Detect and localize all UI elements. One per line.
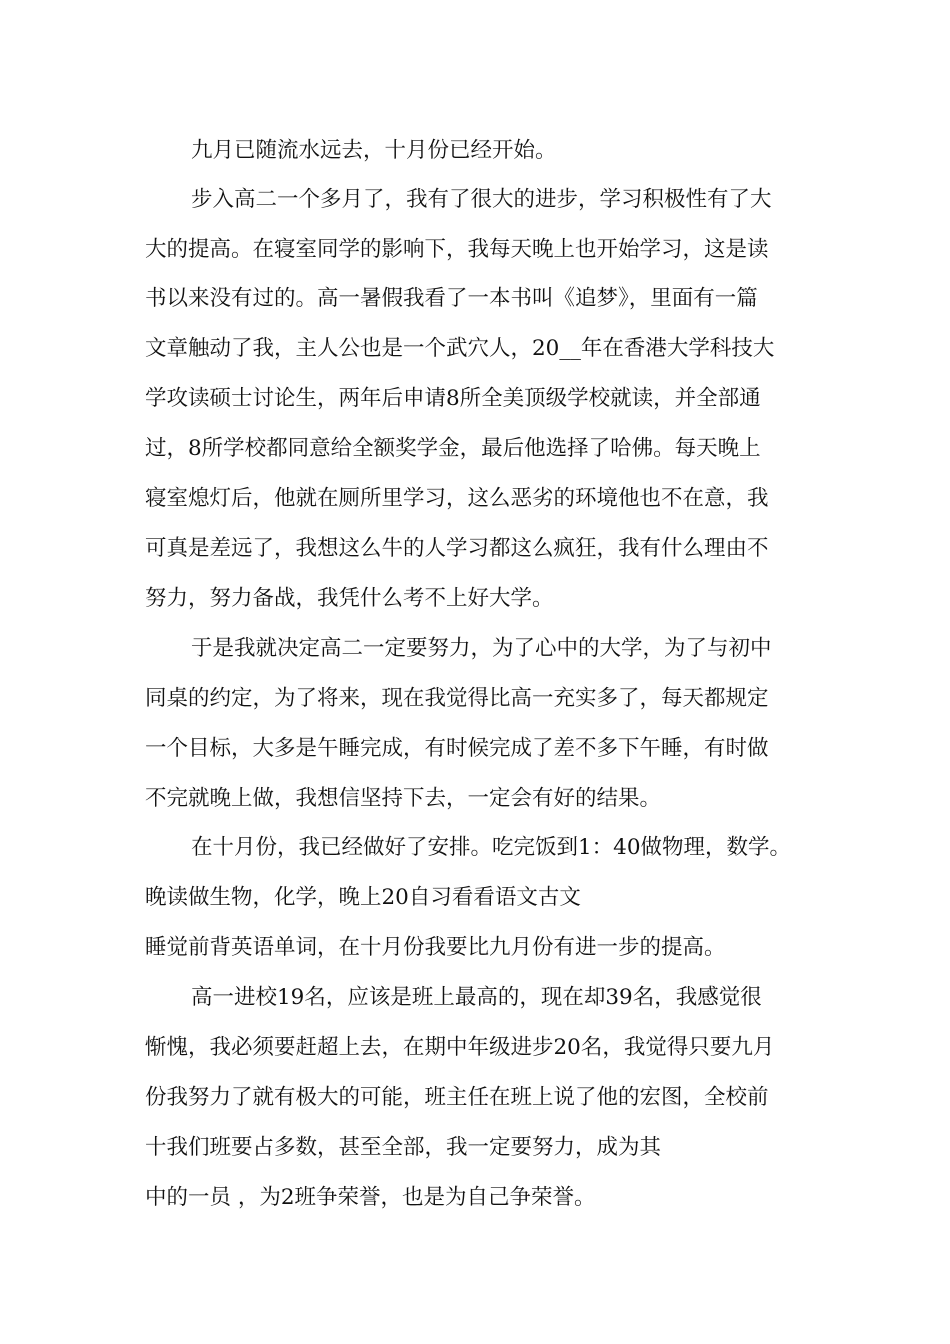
text-line: 过，8所学校都同意给全额奖学金，最后他选择了哈佛。每天晚上	[145, 436, 761, 461]
text-line: 惭愧，我必须要赶超上去，在期中年级进步20名，我觉得只要九月	[145, 1035, 775, 1060]
text-line: 高一进校19名，应该是班上最高的，现在却39名，我感觉很	[191, 985, 762, 1010]
text-line: 可真是差远了，我想这么牛的人学习都这么疯狂，我有什么理由不	[145, 536, 769, 561]
text-line: 中的一员 ，为2班争荣誉，也是为自己争荣誉。	[145, 1185, 596, 1210]
text-line: 学攻读硕士讨论生，两年后申请8所全美顶级学校就读，并全部通	[145, 386, 761, 411]
text-line: 不完就晚上做，我想信坚持下去，一定会有好的结果。	[145, 786, 662, 811]
text-line: 书以来没有过的。高一暑假我看了一本书叫《追梦》，里面有一篇	[145, 286, 758, 311]
text-line: 大的提高。在寝室同学的影响下，我每天晚上也开始学习，这是读	[145, 237, 769, 262]
text-line: 晚读做生物，化学，晚上20自习看看语文古文	[145, 885, 581, 910]
text-line: 份我努力了就有极大的可能，班主任在班上说了他的宏图，全校前	[145, 1085, 769, 1110]
text-line: 一个目标，大多是午睡完成，有时候完成了差不多下午睡，有时做	[145, 736, 769, 761]
text-line: 睡觉前背英语单词，在十月份我要比九月份有进一步的提高。	[145, 935, 726, 960]
text-line: 同桌的约定，为了将来，现在我觉得比高一充实多了，每天都规定	[145, 686, 769, 711]
text-line: 寝室熄灯后，他就在厕所里学习，这么恶劣的环境他也不在意，我	[145, 486, 769, 511]
text-line: 九月已随流水远去，十月份已经开始。	[191, 138, 557, 163]
text-line: 努力，努力备战，我凭什么考不上好大学。	[145, 586, 554, 611]
text-line: 在十月份，我已经做好了安排。吃完饭到1：40做物理，数学。	[191, 835, 792, 860]
text-line: 文章触动了我，主人公也是一个武穴人，20__年在香港大学科技大	[145, 336, 775, 361]
text-line: 于是我就决定高二一定要努力，为了心中的大学，为了与初中	[191, 636, 772, 661]
text-line: 十我们班要占多数，甚至全部，我一定要努力，成为其	[145, 1135, 662, 1160]
text-line: 步入高二一个多月了，我有了很大的进步，学习积极性有了大	[191, 187, 772, 212]
